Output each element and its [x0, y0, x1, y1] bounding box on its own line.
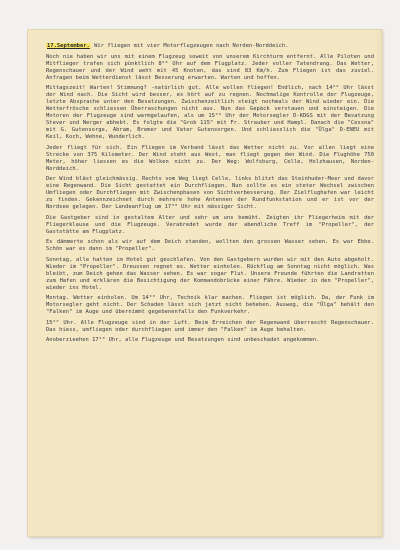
document-page [28, 30, 382, 536]
paragraph-4: Jeder fliegt für sich. Ein Fliegen im Verband lässt das Wetter nicht zu. Vor allen liegt eine Strecke von 375 Kilometer. Der Wind steht aus West, man fliegt gegen den Wind. Die Flughöhe 750 Meter, höher liessen es die Wolken nicht zu. Der Weg: Wolfsburg, Celle, Holzhausen, Norden-Norddeich. [46, 144, 374, 172]
paragraph-5: Der Wind bläst gleichmässig. Rechts vom Weg liegt Celle, links blitzt das Steinhuder-Meer und davor eine Regenwand. Die Sicht gestattet ein Durchfliegen. Nun sollte es ein steter Wechsel zwischen Umfliegen oder Durchfliegen mit Zwischenphasen von Sichtverbesserung. Der Zielflughafen war leicht zu finden. Gekennzeichnet durch mehrere hohe Antennen der Rundfunkstation und er ist vor der Nordsee gelegen. Der Landeanflug um 17³⁰ Uhr mit mässiger Sicht. [46, 176, 374, 210]
paragraph-1-text: Wir fliegen mit vier Motorflugzeugen nach Norden-Norddeich. [94, 43, 289, 49]
page-edge-shadow [376, 30, 382, 536]
paragraph-2: Noch nie haben wir uns mit einem Flugzeug soweit von unserem Kirchturm entfernt. Alle Piloten und Mitflieger trafen sich pünktlich 8°° Uhr auf dem Flugplatz. Jeder voller Tatendrang. Das Wetter, Regenschauer und der Wind weht mit 45 Knoten, das sind 83 Km/h. Zum Fliegen ist das zuviel. Anfragen beim Wetterdienst lässt Besserung erwarten. Warten und hoffen. [46, 53, 374, 81]
document-body [46, 43, 374, 348]
paragraph-11: Anoberzieehen 17²⁰ Uhr, alle Flugzeuge und Besatzungen sind unbeschadet angekommen. [46, 337, 320, 343]
paragraph-9: Montag. Wetter einholen. Um 14³⁰ Uhr, Technik klar machen. Fliegen ist möglich. Da, der Funk im Motorsegler geht nicht. Der Schaden lässt sich jetzt nicht beheben. Ausweg, die "Ülga" behält den "Falken" im Auge und übernimmt gegebenenfalls den Funkverkehr. [46, 295, 374, 315]
paragraph-7: Es dämmerte schon als wir auf dem Deich standen, wollten den grossen Wasser sehen. Es war Ebbe. Schön war es dann im "Propeller". [46, 239, 374, 252]
paragraph-3: Mittagszeit! Warten! Stimmung? -natürlich gut. Alle wollen fliegen! Endlich, nach 14°° Uhr lässt der Wind nach. Die Sicht wird besser, es hört auf zu regnen. Nochmalige Kontrolle der Flugzeuge, letzte Absprache unter den Besatzungen. Zwischenzeitlich steigt nochmals der Wind wieder ein. Die Wetterfrösche schliessen Überraschungen nicht aus. Nun das Gepäck verstauen und einsteigen. Die Motoren der Flugzeuge sind warmgelaufen, als um 15°° Uhr der Motorsegler D-KDGS mit der Besatzung Stever und Nerger abhebt. Es folgte die "Grob 115" mit Fr. Strauber und Hampl. Danach die "Cessna" mit G. Gutensorge, Abram, Bremer und Vater Gutensorgen. Und schliesslich die "Ülga" D-ENEU mit Keil, Koch, Wehne, Wunderlich. [46, 85, 374, 140]
date-highlight: 17.September. [47, 43, 90, 49]
paragraph-1 [46, 43, 374, 50]
paragraph-6: Die Gastgeber sind in gestaltem Alter und sehr um uns bemüht. Zeigten ihr Fliegerheim mit der Fliegerklause und die Flugzeuge. Verabredet wurde der abendliche Treff im "Propeller", der Gaststätte am Flugplatz. [46, 214, 374, 235]
paragraph-8: Sonntag, alle hatten im Hotel gut geschlafen. Von den Gastgebern wurden wir mit den Auto abgeholt. Wieder im "Propeller". Dreussen regnet es. Wetter einholen. Rückflug am Sonntag nicht möglich. Was bleibt, zum Deich gehen das Wasser sehen. Es war sogar Flut. Unsere Freunde führten die Landratten zum Hafen und erklären die Besichtigung der Kommandobrücke einer Fähre. Wieder in den "Propeller", wieder ins Hotel. [46, 256, 374, 291]
paragraph-10: 15°° Uhr. Alle Flugzeuge sind in der Luft. Beim Erreichen der Regenwand überrascht Regenschauer. Das hiess, umfliegen oder durchfliegen und immer den "Falken" im Auge behalten. [46, 319, 374, 333]
